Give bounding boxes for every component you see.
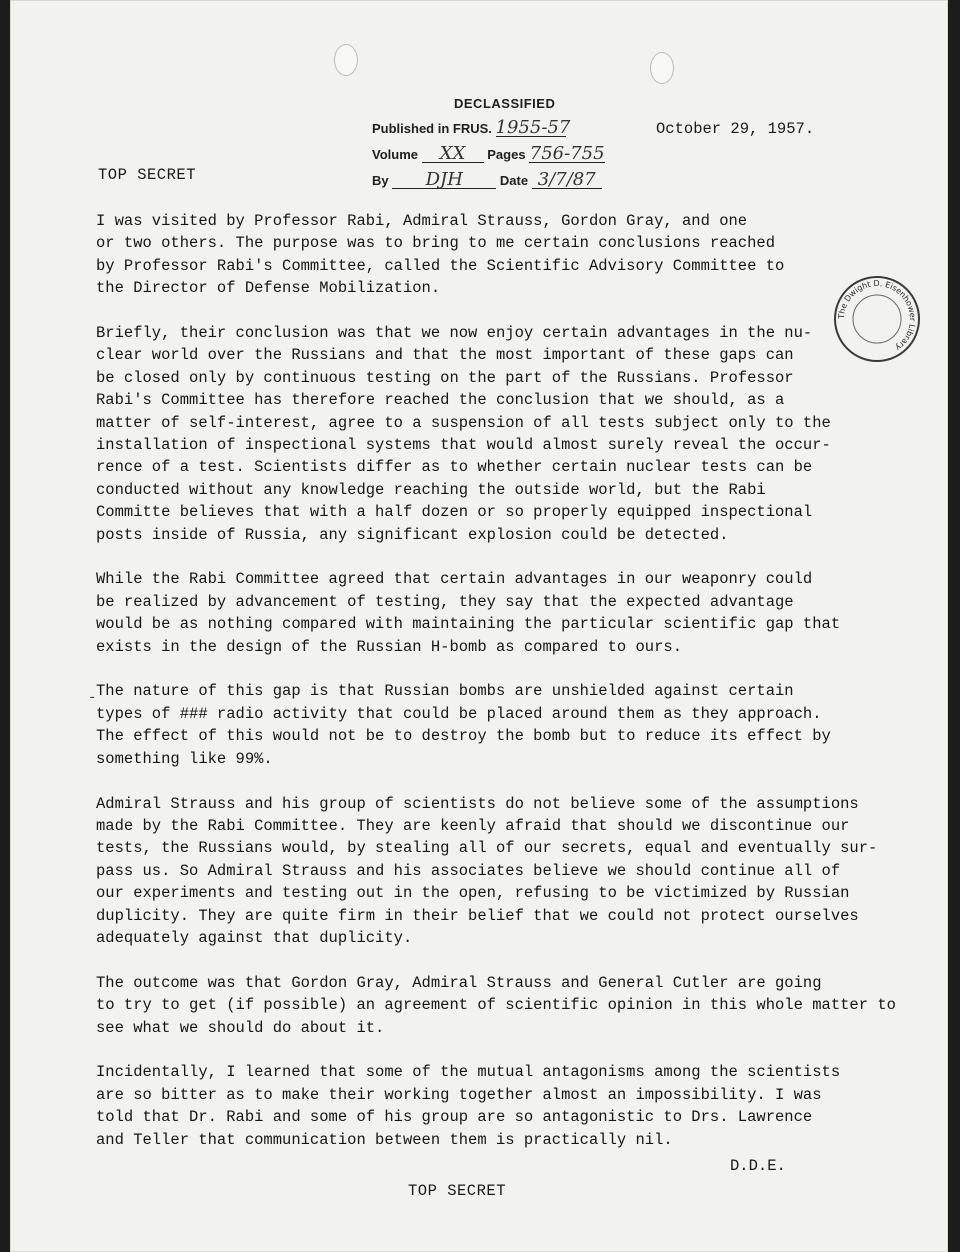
classification-bottom: TOP SECRET	[408, 1182, 507, 1200]
stamp-volume-value: XX	[422, 146, 484, 163]
stamp-published-row	[372, 117, 571, 138]
paragraph-1: I was visited by Professor Rabi, Admiral Strauss, Gordon Gray, and one or two others. The purpose was to bring to me certain conclusions reached by Professor Rabi's Committee, called the Scientific Advisory Committee to the Director of Defense Mobilization.	[96, 212, 785, 298]
paragraph-3: While the Rabi Committee agreed that certain advantages in our weaponry could be realized by advancement of testing, they say that the expected advantage would be as nothing compared with maintaining the particular scientific gap that exists in the design of the Russian H-bomb as compared to ours.	[96, 570, 841, 656]
margin-mark: -	[88, 690, 97, 706]
classification-top: TOP SECRET	[98, 166, 197, 184]
stamp-pages-value: 756-755	[529, 143, 605, 164]
stamp-by-label: By	[372, 173, 389, 188]
stamp-by-value: DJH	[392, 172, 496, 189]
signature-initials: D.D.E.	[730, 1157, 786, 1175]
stamp-published-label: Published in FRUS.	[372, 121, 492, 136]
stamp-volume-label: Volume	[372, 147, 418, 162]
letter-body	[96, 210, 936, 1173]
paragraph-7: Incidentally, I learned that some of the mutual antagonisms among the scientists are so bitter as to make their working together almost an impossibility. I was told that Dr. Rabi and some of his group are so antagonistic to Drs. Lawrence and Teller that communication between them is practically nil.	[96, 1063, 841, 1149]
stamp-published-value: 1955-57	[495, 117, 571, 138]
paragraph-6: The outcome was that Gordon Gray, Admiral Strauss and General Cutler are going to try to get (if possible) an agreement of scientific opinion in this whole matter to see what we should do about it.	[96, 973, 896, 1037]
stamp-pages-label: Pages	[487, 147, 526, 162]
letter-date: October 29, 1957.	[656, 120, 815, 138]
svg-text:The Dwight D. Eisenhower Libra: The Dwight D. Eisenhower Library	[836, 278, 918, 353]
stamp-by-row	[372, 169, 602, 190]
document-page	[10, 0, 948, 1252]
stamp-volume-row	[372, 143, 605, 164]
paragraph-4: The nature of this gap is that Russian bombs are unshielded against certain types of ### radio activity that could be placed around them as they approach. The effect of this would not be to destroy the bomb but to reduce its effect by something like 99%.	[96, 682, 831, 768]
punch-hole-right	[650, 52, 674, 84]
stamp-date-label: Date	[499, 173, 529, 188]
paragraph-2: Briefly, their conclusion was that we now enjoy certain advantages in the nu- clear world over the Russians and that the most important of these gaps can be closed only by continuous testing on the part of the Russians. Professor Rabi's Committee has therefore reached the conclusion that we should, as a matter of self-interest, agree to a suspension of all tests subject only to the installation of inspectional systems that would almost surely reveal the occur- rence of a test. Scientists differ as to whether certain nuclear tests can be conducted without any knowledge reaching the outside world, but the Rabi Committe believes that with a half dozen or so properly equipped inspectional posts inside of Russia, any significant explosion could be detected.	[96, 324, 831, 544]
stamp-date-value: 3/7/87	[532, 172, 602, 189]
punch-hole-left	[334, 44, 358, 76]
paragraph-5: Admiral Strauss and his group of scientists do not believe some of the assumptions made by the Rabi Committee. They are keenly afraid that should we discontinue our tests, the Russians would, by stealing all of our secrets, equal and eventually sur- pass us. So Admiral Strauss and his associates believe we should continue all of our experiments and testing out in the open, refusing to be victimized by Russian duplicity. They are quite firm in their belief that we could not protect ourselves adequately against that duplicity.	[96, 794, 878, 947]
stamp-title: DECLASSIFIED	[454, 96, 556, 111]
